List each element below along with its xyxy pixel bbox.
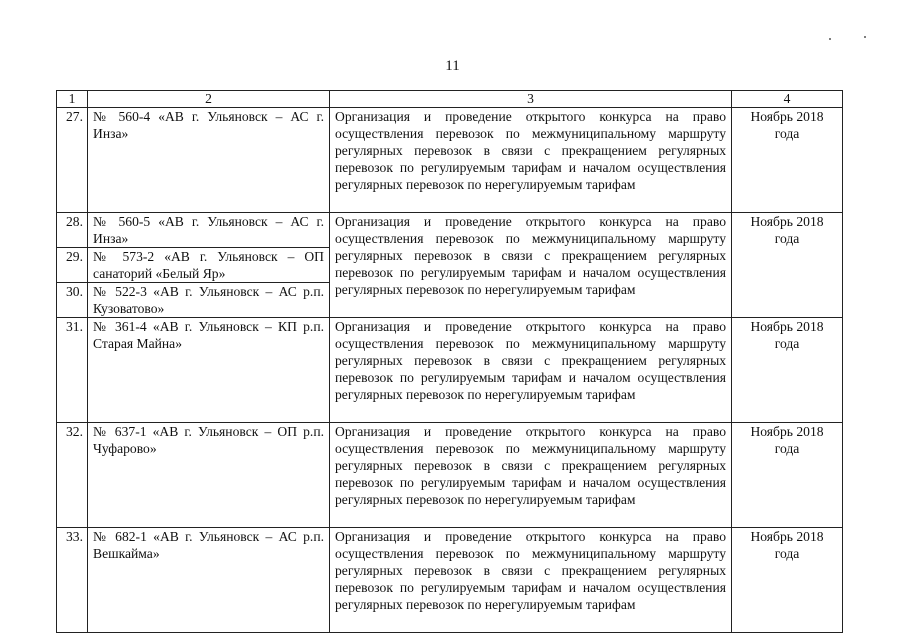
row-number: 32.	[57, 423, 88, 528]
route-name: № 573-2 «АВ г. Ульяновск – ОП санаторий «Белый Яр»	[88, 248, 330, 283]
table-row	[57, 423, 843, 528]
row-number: 33.	[57, 528, 88, 633]
table-row	[57, 528, 843, 633]
route-name: № 637-1 «АВ г. Ульяновск – ОП р.п. Чуфарово»	[88, 423, 330, 528]
row-description: Организация и проведение открытого конкурса на право осуществления перевозок по межмуниципальному маршруту регулярных перевозок в связи с прекращением регулярных перевозок по регулируемым тарифам и началом осуществления регулярных перевозок по нерегулируемым тарифам	[330, 423, 732, 528]
row-date: Ноябрь 2018 года	[732, 423, 843, 528]
route-name: № 361-4 «АВ г. Ульяновск – КП р.п. Старая Майна»	[88, 318, 330, 423]
scan-speck	[864, 36, 866, 38]
row-date: Ноябрь 2018 года	[732, 213, 843, 318]
row-date: Ноябрь 2018 года	[732, 528, 843, 633]
table-row	[57, 213, 843, 248]
row-date: Ноябрь 2018 года	[732, 318, 843, 423]
column-header: 1	[57, 91, 88, 108]
row-number: 27.	[57, 108, 88, 213]
row-number: 31.	[57, 318, 88, 423]
route-name: № 560-5 «АВ г. Ульяновск – АС г. Инза»	[88, 213, 330, 248]
route-name: № 682-1 «АВ г. Ульяновск – АС р.п. Вешкайма»	[88, 528, 330, 633]
row-number: 28.	[57, 213, 88, 248]
column-header: 2	[88, 91, 330, 108]
column-header: 3	[330, 91, 732, 108]
row-number: 29.	[57, 248, 88, 283]
route-name: № 560-4 «АВ г. Ульяновск – АС г. Инза»	[88, 108, 330, 213]
row-date: Ноябрь 2018 года	[732, 108, 843, 213]
row-description: Организация и проведение открытого конкурса на право осуществления перевозок по межмуниципальному маршруту регулярных перевозок в связи с прекращением регулярных перевозок по регулируемым тарифам и началом осуществления регулярных перевозок по нерегулируемым тарифам	[330, 318, 732, 423]
page-number: 11	[445, 58, 460, 74]
column-header: 4	[732, 91, 843, 108]
route-name: № 522-3 «АВ г. Ульяновск – АС р.п. Кузоватово»	[88, 283, 330, 318]
row-number: 30.	[57, 283, 88, 318]
table-row	[57, 108, 843, 213]
row-description: Организация и проведение открытого конкурса на право осуществления перевозок по межмуниципальному маршруту регулярных перевозок в связи с прекращением регулярных перевозок по регулируемым тарифам и началом осуществления регулярных перевозок по нерегулируемым тарифам	[330, 528, 732, 633]
row-description: Организация и проведение открытого конкурса на право осуществления перевозок по межмуниципальному маршруту регулярных перевозок в связи с прекращением регулярных перевозок по регулируемым тарифам и началом осуществления регулярных перевозок по нерегулируемым тарифам	[330, 213, 732, 318]
routes-table	[56, 90, 843, 633]
scan-speck	[829, 38, 831, 40]
row-description: Организация и проведение открытого конкурса на право осуществления перевозок по межмуниципальному маршруту регулярных перевозок в связи с прекращением регулярных перевозок по регулируемым тарифам и началом осуществления регулярных перевозок по нерегулируемым тарифам	[330, 108, 732, 213]
table-row	[57, 318, 843, 423]
table-header-row	[57, 91, 843, 108]
